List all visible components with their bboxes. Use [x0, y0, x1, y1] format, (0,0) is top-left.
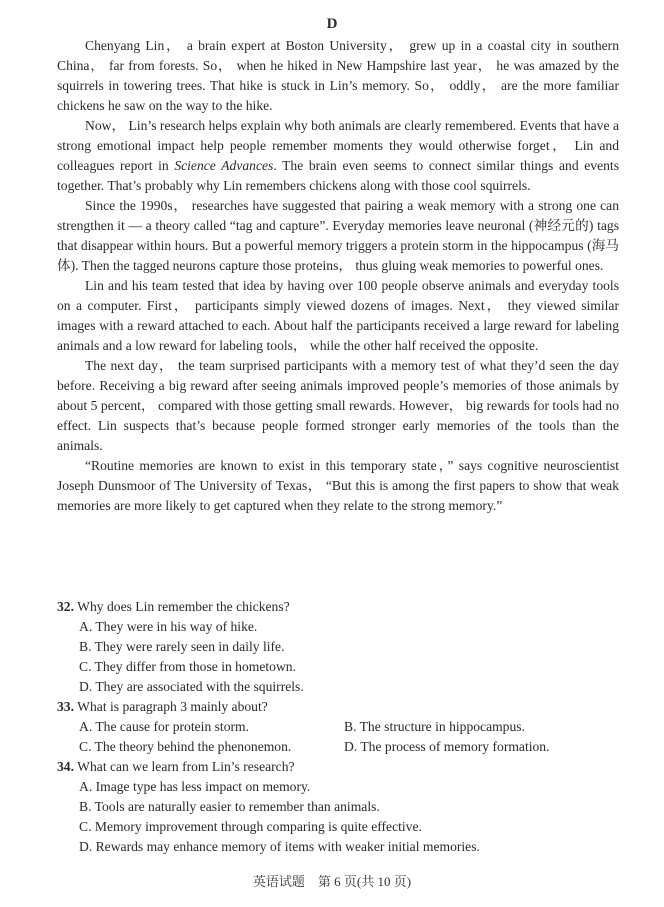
- question-text: Why does Lin remember the chickens?: [77, 599, 290, 614]
- option-b[interactable]: B. Tools are naturally easier to remember than animals.: [79, 799, 380, 814]
- question-stem: [57, 757, 619, 777]
- option-c[interactable]: C. The theory behind the phenonemon.: [79, 739, 292, 754]
- paragraph-3: Since the 1990s， researches have suggested that pairing a weak memory with a strong one can strengthen it — a theory called “tag and capture”. Everyday memories leave neuronal (神经元的) tags that disappear within hours. But a powerful memory triggers a protein storm in the hippocampus (海马体). Then the tagged neurons capture those proteins， thus gluing weak memories to powerful ones.: [57, 198, 619, 273]
- journal-name: Science Advances: [174, 158, 274, 173]
- paragraph-6: “Routine memories are known to exist in this temporary state，” says cognitive neuroscientist Joseph Dunsmoor of The University of Texas， “But this is among the first papers to show that weak memories are more likely to get captured when they relate to the strong memory.”: [57, 458, 619, 513]
- page-footer: 英语试题 第 6 页(共 10 页): [252, 874, 412, 889]
- paragraph-1: Chenyang Lin， a brain expert at Boston University， grew up in a coastal city in southern China， far from forests. So， when he hiked in New Hampshire last year， he was amazed by the squirrels in towering trees. That hike is stuck in Lin’s memory. So， oddly， are the more familiar chickens he saw on the way to the hike.: [57, 38, 619, 113]
- question-32: [57, 597, 619, 697]
- question-number: 34.: [57, 759, 74, 774]
- question-text: What is paragraph 3 mainly about?: [77, 699, 268, 714]
- option-a[interactable]: A. The cause for protein storm.: [79, 719, 250, 734]
- paragraph-2-text-end: . The brain even seems to connect similar things and events together. That’s probably why Lin remembers chickens along with those cool squirrels.: [57, 158, 619, 193]
- question-text: What can we learn from Lin’s research?: [77, 759, 295, 774]
- option-a[interactable]: A. Image type has less impact on memory.: [79, 779, 311, 794]
- paragraph-2: [57, 116, 619, 196]
- option-d[interactable]: D. They are associated with the squirrels.: [79, 679, 304, 694]
- question-34: [57, 757, 619, 857]
- question-list: [57, 597, 619, 857]
- option-a[interactable]: A. They were in his way of hike.: [79, 619, 258, 634]
- reading-passage: [57, 36, 619, 516]
- paragraph-2-text: Now， Lin’s research helps explain why both animals are clearly remembered. Events that have a strong emotional impact help people remember moments they would otherwise forget， Lin and colleagues report in: [57, 118, 619, 173]
- option-grid: [57, 717, 619, 757]
- option-b[interactable]: B. The structure in hippocampus.: [344, 719, 525, 734]
- question-33: [57, 697, 619, 757]
- section-heading: D: [326, 16, 338, 32]
- paragraph-5: The next day， the team surprised participants with a memory test of what they’d seen the day before. Receiving a big reward after seeing animals improved people’s memories of those animals by about 5 percent， compared with those getting small rewards. However， big rewards for tools had no effect. Lin suspects that’s because people formed stronger early memories of the tools than the animals.: [57, 358, 619, 453]
- option-c[interactable]: C. Memory improvement through comparing is quite effective.: [79, 819, 422, 834]
- option-c[interactable]: C. They differ from those in hometown.: [79, 659, 296, 674]
- option-d[interactable]: D. The process of memory formation.: [344, 739, 550, 754]
- question-stem: [57, 697, 619, 717]
- option-d[interactable]: D. Rewards may enhance memory of items with weaker initial memories.: [79, 839, 480, 854]
- paragraph-4: Lin and his team tested that idea by having over 100 people observe animals and everyday tools on a computer. First， participants simply viewed dozens of images. Next， they viewed similar images with a reward attached to each. About half the participants received a large reward for labeling animals and a low reward for labeling tools， while the other half received the opposite.: [57, 278, 619, 353]
- option-b[interactable]: B. They were rarely seen in daily life.: [79, 639, 285, 654]
- question-number: 32.: [57, 599, 74, 614]
- question-stem: [57, 597, 619, 617]
- question-number: 33.: [57, 699, 74, 714]
